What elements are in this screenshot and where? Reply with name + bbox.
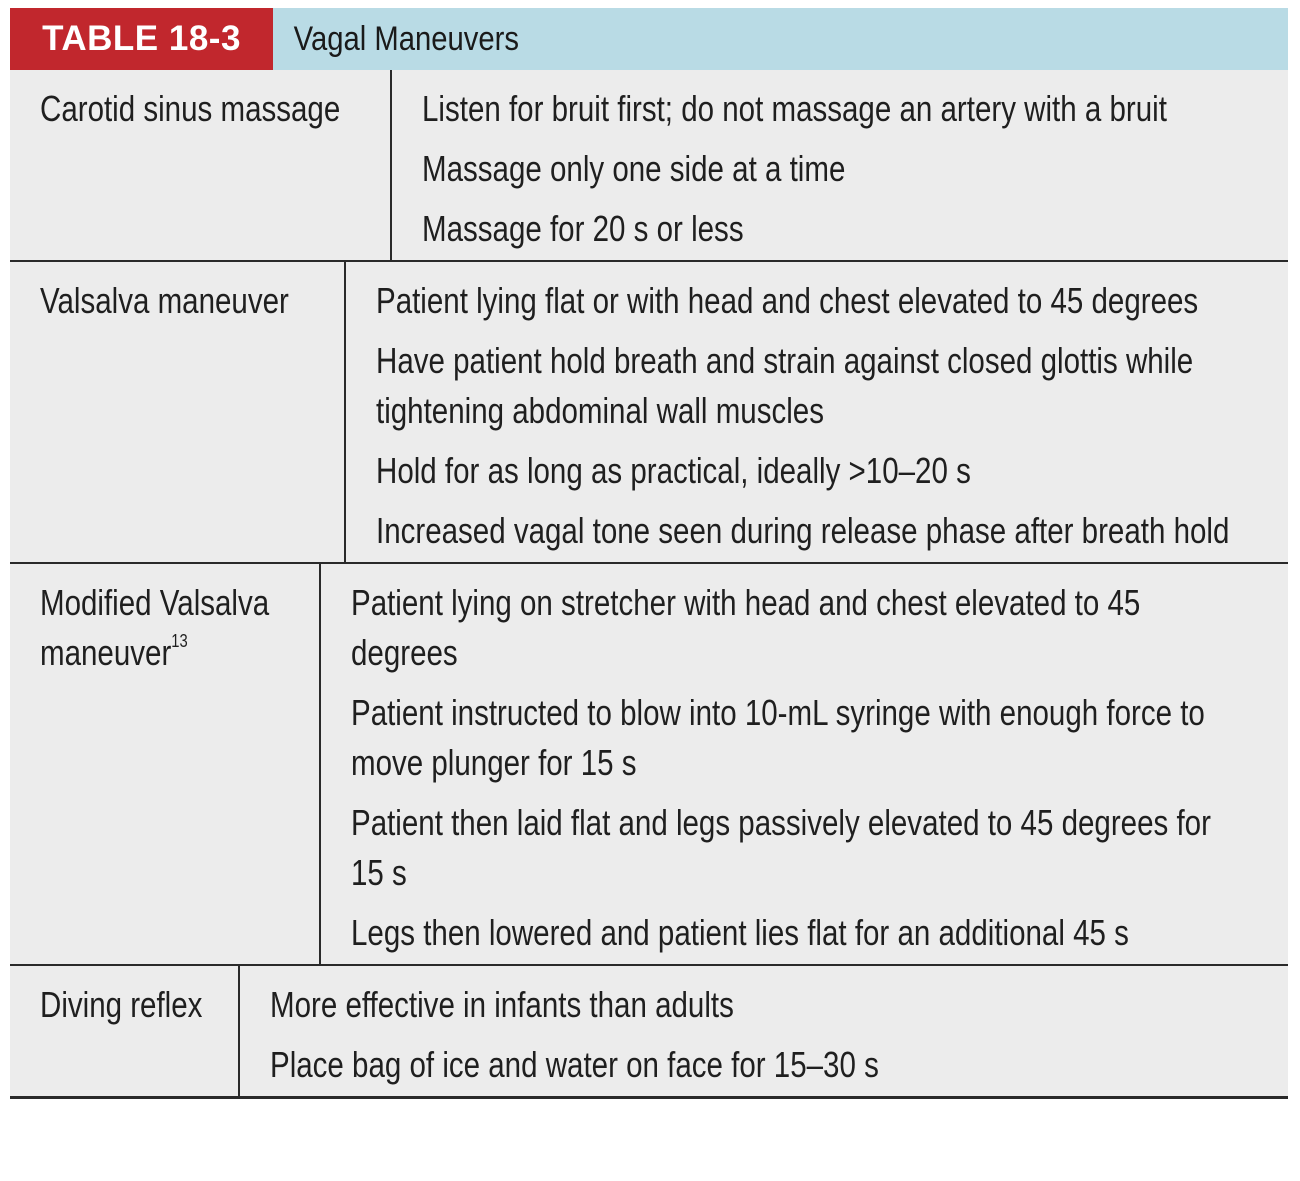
row-label-line-2: maneuver (40, 632, 172, 673)
list-item: Patient instructed to blow into 10-mL syringe with enough force to move plunger for 15 s (351, 692, 1206, 783)
table-row-carotid-sinus-massage (10, 70, 1288, 262)
row-label-cell (10, 262, 346, 562)
row-items-cell (392, 70, 1300, 260)
table-body (10, 70, 1288, 1099)
list-item: Massage for 20 s or less (422, 208, 744, 249)
row-label: Diving reflex (40, 984, 203, 1025)
table-row-valsalva-maneuver (10, 262, 1288, 564)
row-label-cell (10, 564, 321, 964)
table-row-modified-valsalva-maneuver (10, 564, 1288, 966)
row-items-cell (321, 564, 1300, 964)
vagal-maneuvers-table (10, 8, 1288, 1099)
list-item: More effective in infants than adults (270, 984, 734, 1025)
row-label (40, 578, 269, 678)
reference-superscript: 13 (171, 631, 188, 651)
list-item: Listen for bruit first; do not massage an artery with a bruit (422, 88, 1167, 129)
row-items-cell (346, 262, 1300, 562)
list-item: Patient lying flat or with head and chest elevated to 45 degrees (375, 280, 1198, 321)
row-label: Carotid sinus massage (40, 88, 341, 129)
list-item: Place bag of ice and water on face for 15–30 s (270, 1044, 879, 1085)
row-label-cell (10, 966, 240, 1096)
list-item: Have patient hold breath and strain against closed glottis while tightening abdominal wall muscles (375, 340, 1193, 431)
list-item: Legs then lowered and patient lies flat for an additional 45 s (351, 912, 1130, 953)
row-label: Valsalva maneuver (40, 280, 289, 321)
list-item: Massage only one side at a time (422, 148, 846, 189)
list-item: Patient lying on stretcher with head and chest elevated to 45 degrees (351, 582, 1141, 673)
table-title-bar (10, 8, 1288, 70)
list-item: Increased vagal tone seen during release phase after breath hold (375, 510, 1229, 551)
table-number: TABLE 18-3 (10, 8, 273, 70)
row-items-cell (240, 966, 1300, 1096)
list-item: Patient then laid flat and legs passively elevated to 45 degrees for 15 s (351, 802, 1212, 893)
row-label-line-1: Modified Valsalva (40, 582, 270, 623)
list-item: Hold for as long as practical, ideally >10–20 s (375, 450, 971, 491)
row-label-cell (10, 70, 392, 260)
table-title: Vagal Maneuvers (293, 19, 520, 58)
table-row-diving-reflex (10, 966, 1288, 1099)
